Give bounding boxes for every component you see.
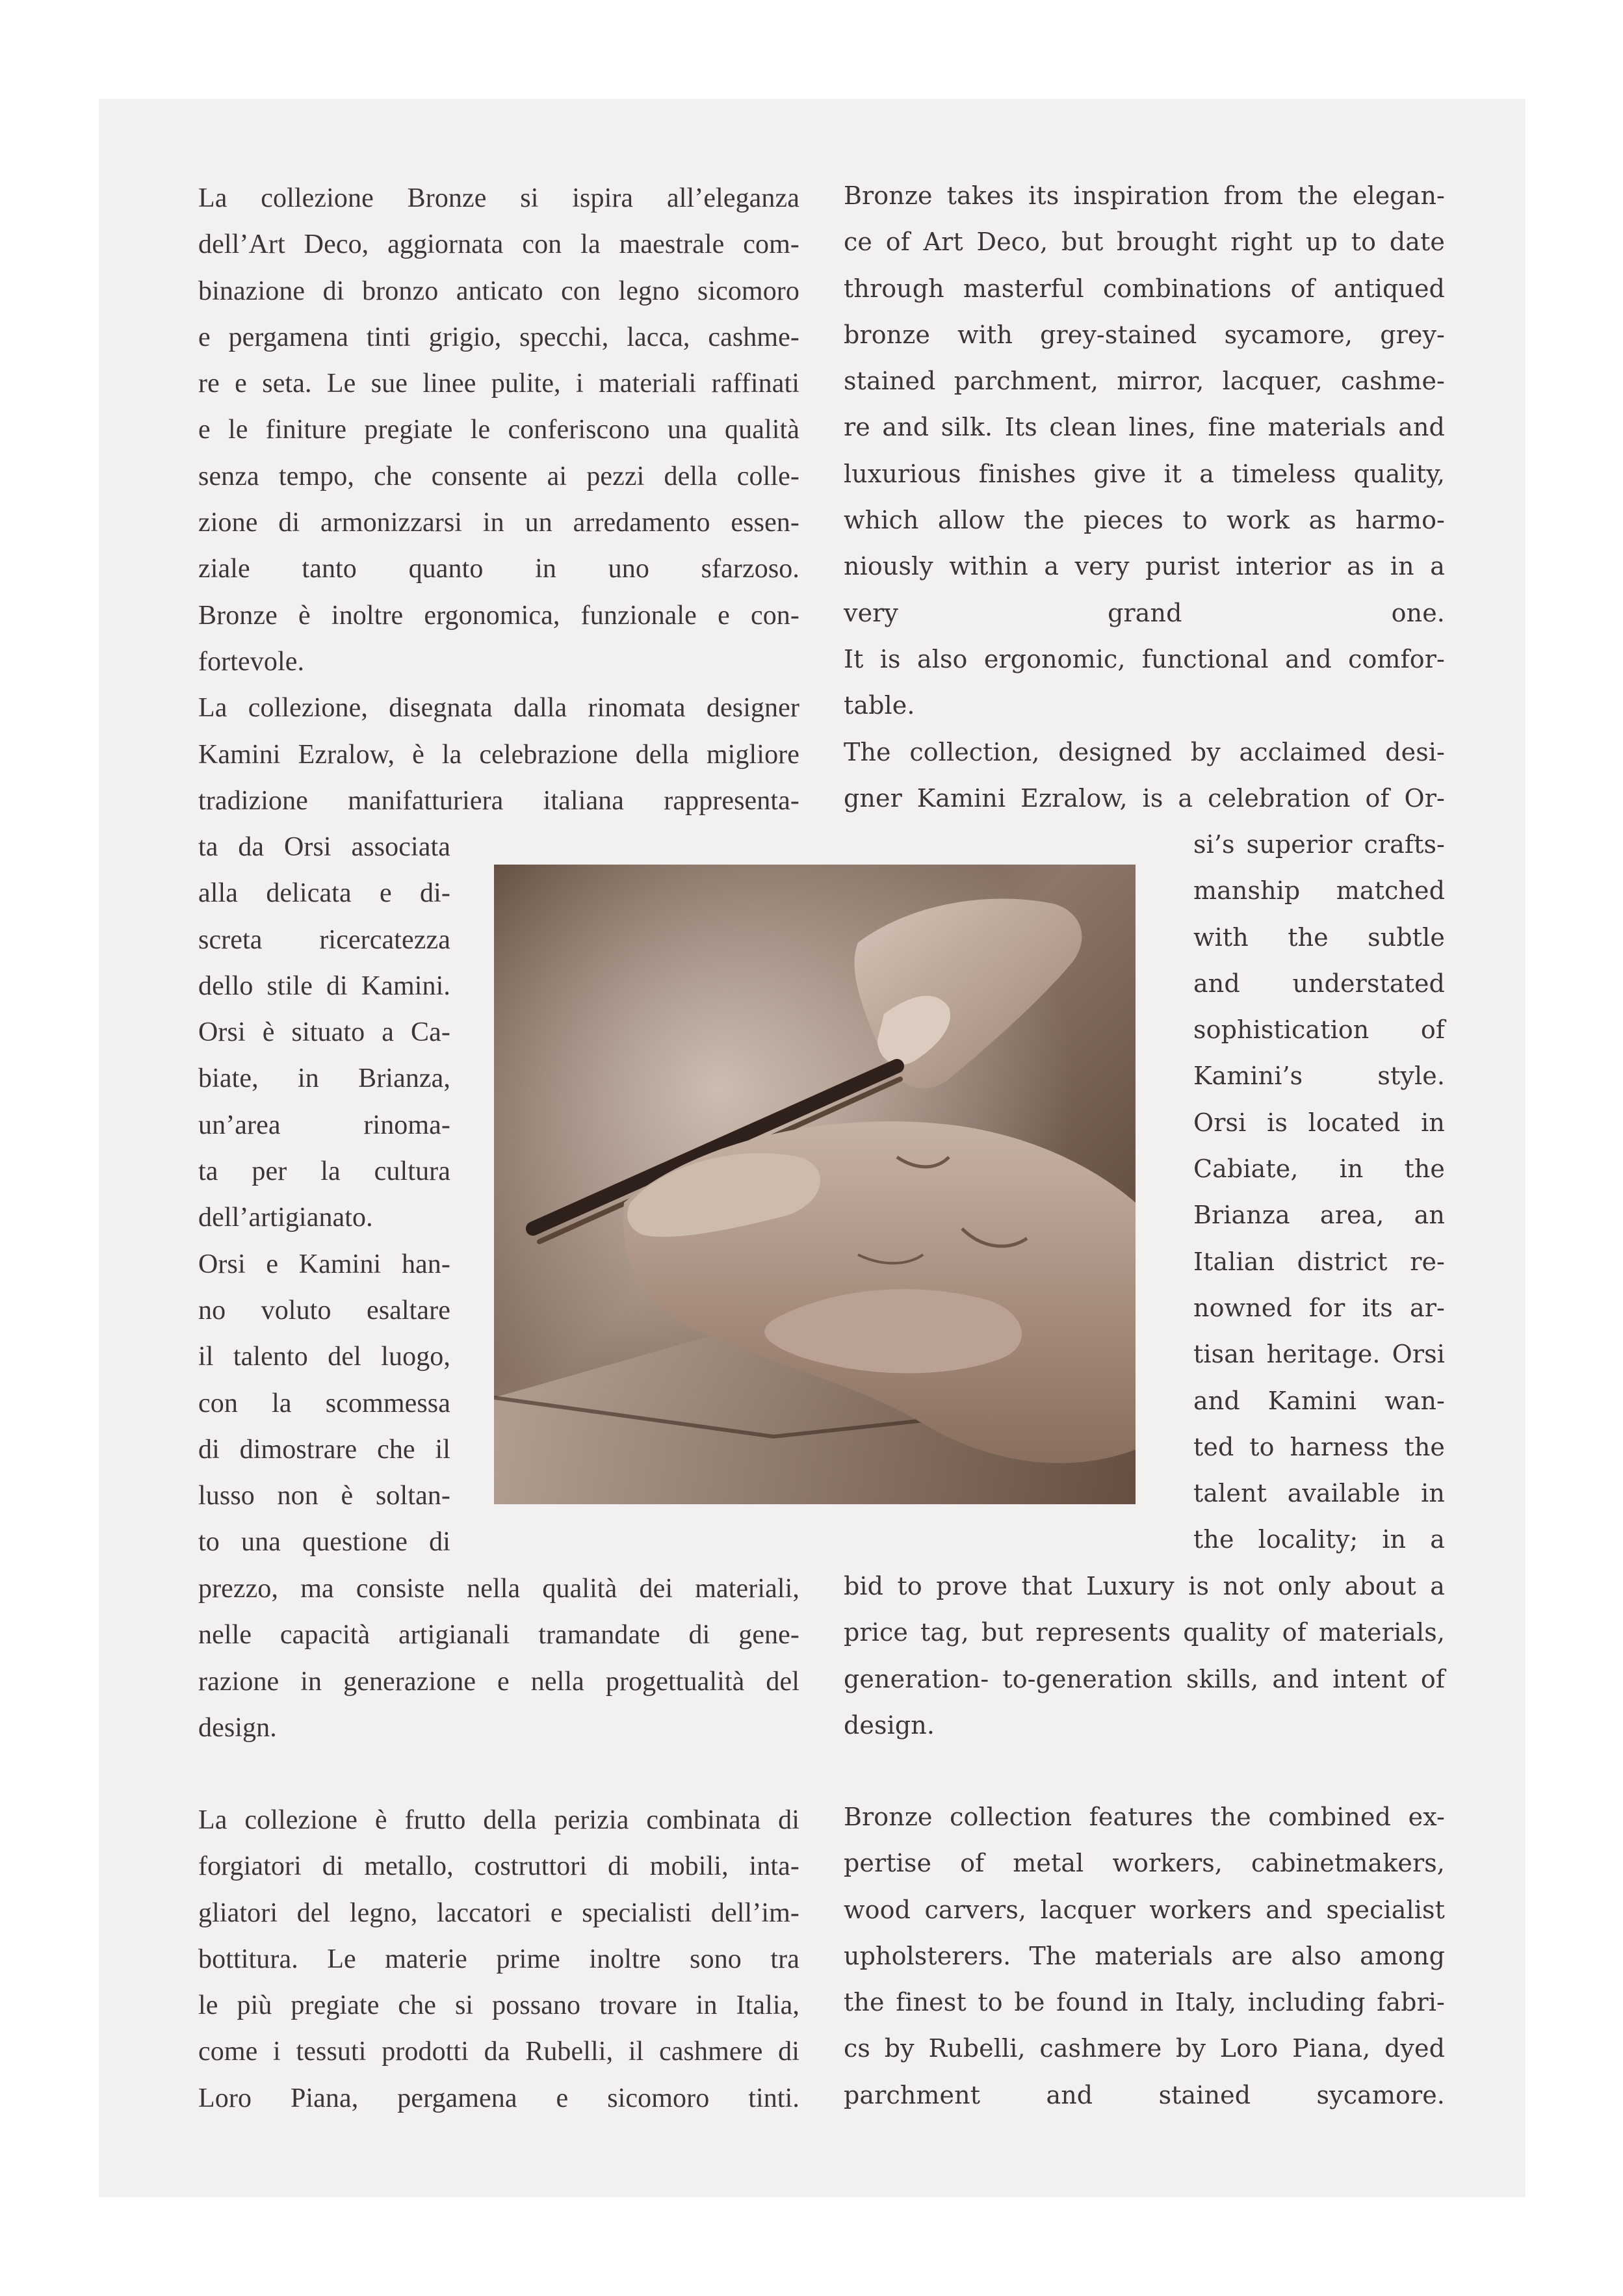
text-line: bid to prove that Luxury is not only about a	[844, 1572, 1445, 1600]
text-line: dell’Art Deco, aggiornata con la maestrale com-	[198, 229, 799, 260]
text-line: and Kamini wan-	[1193, 1386, 1445, 1415]
it-wrap-paragraph	[198, 824, 450, 1566]
text-line: ce of Art Deco, but brought right up to date	[844, 228, 1445, 257]
text-line: ta da Orsi associata	[198, 832, 450, 862]
text-line: design.	[844, 1710, 935, 1740]
text-line: bottitura. Le materie prime inoltre sono tra	[198, 1944, 799, 1974]
text-line: no voluto esaltare	[198, 1295, 450, 1325]
text-line: re e seta. Le sue linee pulite, i materiali raffinati	[198, 369, 799, 399]
text-line: Orsi is located in	[1193, 1108, 1445, 1137]
text-line: Bronze è inoltre ergonomica, funzionale e con-	[198, 600, 799, 631]
text-line: parchment and stained sycamore.	[844, 2080, 1445, 2109]
en-intro-paragraph	[844, 173, 1445, 822]
text-line: La collezione, disegnata dalla rinomata designer	[198, 693, 799, 724]
text-line: razione in generazione e nella progettualità del	[198, 1666, 799, 1697]
text-line: alla delicata e di-	[198, 878, 450, 909]
text-line: come i tessuti prodotti da Rubelli, il cashmere di	[198, 2037, 799, 2067]
text-line: wood carvers, lacquer workers and specialist	[844, 1895, 1445, 1924]
text-line: bronze with grey-stained sycamore, grey-	[844, 320, 1445, 349]
en-outro-paragraph	[844, 1563, 1445, 1749]
artisan-hands-photo	[494, 865, 1136, 1504]
text-line: le più pregiate che si possano trovare in Italia,	[198, 1990, 799, 2021]
text-line: through masterful combinations of antiqued	[844, 274, 1445, 303]
en-second-paragraph	[844, 1794, 1445, 2119]
text-line: ta per la cultura	[198, 1156, 450, 1187]
text-line: gner Kamini Ezralow, is a celebration of Or-	[844, 783, 1445, 813]
text-line: ziale tanto quanto in uno sfarzoso.	[198, 554, 799, 584]
text-line: Loro Piana, pergamena e sicomoro tinti.	[198, 2083, 799, 2113]
text-line: La collezione è frutto della perizia combinata di	[198, 1805, 799, 1835]
text-line: Kamini’s style.	[1193, 1062, 1445, 1091]
text-line: zione di armonizzarsi in un arredamento essen-	[198, 508, 799, 538]
text-line: and understated	[1193, 969, 1445, 998]
text-line: price tag, but represents quality of materials,	[844, 1618, 1445, 1647]
text-line: si’s superior crafts-	[1193, 830, 1445, 859]
text-line: generation- to-generation skills, and intent of	[844, 1664, 1445, 1693]
text-line: luxurious finishes give it a timeless quality,	[844, 459, 1445, 488]
text-line: nowned for its ar-	[1193, 1293, 1445, 1322]
text-line: sophistication of	[1193, 1015, 1445, 1045]
text-line: ted to harness the	[1193, 1432, 1445, 1461]
text-line: prezzo, ma consiste nella qualità dei materiali,	[198, 1574, 799, 1604]
it-intro-paragraph	[198, 176, 799, 824]
text-line: forgiatori di metallo, costruttori di mobili, inta-	[198, 1851, 799, 1882]
text-line: Brianza area, an	[1193, 1201, 1445, 1230]
text-line: La collezione Bronze si ispira all’eleganza	[198, 183, 799, 213]
text-line: Bronze takes its inspiration from the elegan-	[844, 181, 1445, 210]
en-wrap-paragraph	[1193, 822, 1445, 1563]
text-line: upholsterers. The materials are also among	[844, 1941, 1445, 1970]
text-line: dello stile di Kamini.	[198, 971, 450, 1001]
text-line: e pergamena tinti grigio, specchi, lacca, cashme-	[198, 322, 799, 352]
text-line: the locality; in a	[1193, 1525, 1445, 1554]
text-line: un’area rinoma-	[198, 1110, 450, 1140]
text-line: with the subtle	[1193, 922, 1445, 952]
text-line: the finest to be found in Italy, including fabri-	[844, 1988, 1445, 2017]
text-line: pertise of metal workers, cabinetmakers,	[844, 1849, 1445, 1878]
text-line: con la scommessa	[198, 1388, 450, 1418]
text-line: il talento del luogo,	[198, 1342, 450, 1372]
text-line: design.	[198, 1712, 277, 1743]
text-line: which allow the pieces to work as harmo-	[844, 506, 1445, 535]
text-line: cs by Rubelli, cashmere by Loro Piana, dyed	[844, 2034, 1445, 2063]
text-line: senza tempo, che consente ai pezzi della colle-	[198, 461, 799, 491]
text-line: manship matched	[1193, 876, 1445, 906]
text-line: tradizione manifatturiera italiana rappresenta-	[198, 785, 799, 816]
text-line: dell’artigianato.	[198, 1203, 373, 1233]
text-line: to una questione di	[198, 1527, 450, 1558]
text-line: stained parchment, mirror, lacquer, cashme-	[844, 367, 1445, 396]
text-line: very grand one.	[844, 598, 1445, 627]
text-line: Cabiate, in the	[1193, 1155, 1445, 1184]
it-outro-paragraph	[198, 1566, 799, 1751]
text-line: It is also ergonomic, functional and comfor-	[844, 644, 1445, 673]
text-line: talent available in	[1193, 1479, 1445, 1508]
text-line: Kamini Ezralow, è la celebrazione della migliore	[198, 739, 799, 770]
text-line: tisan heritage. Orsi	[1193, 1340, 1445, 1369]
text-line: fortevole.	[198, 646, 305, 677]
text-line: lusso non è soltan-	[198, 1481, 450, 1511]
text-line: Orsi è situato a Ca-	[198, 1017, 450, 1048]
text-line: nelle capacità artigianali tramandate di gene-	[198, 1620, 799, 1650]
text-line: niously within a very purist interior as in a	[844, 552, 1445, 581]
text-line: binazione di bronzo anticato con legno sicomoro	[198, 276, 799, 306]
text-line: Bronze collection features the combined ex-	[844, 1803, 1445, 1831]
text-line: biate, in Brianza,	[198, 1063, 450, 1094]
text-line: gliatori del legno, laccatori e specialisti dell’im-	[198, 1898, 799, 1928]
it-second-paragraph	[198, 1797, 799, 2122]
text-line: re and silk. Its clean lines, fine materials and	[844, 413, 1445, 442]
text-line: The collection, designed by acclaimed desi-	[844, 737, 1445, 766]
text-line: di dimostrare che il	[198, 1434, 450, 1465]
text-line: Italian district re-	[1193, 1247, 1445, 1276]
text-line: table.	[844, 691, 915, 720]
text-line: screta ricercatezza	[198, 924, 450, 955]
text-line: e le finiture pregiate le conferiscono una qualità	[198, 415, 799, 445]
text-line: Orsi e Kamini han-	[198, 1249, 450, 1279]
